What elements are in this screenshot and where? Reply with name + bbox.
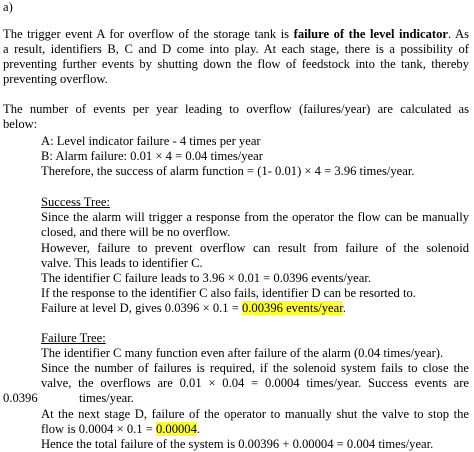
success-line-4: valve. This leads to identifier C. [41,256,203,270]
success-line-2: closed, and there will be no overflow. [41,225,231,239]
failure-line-3: valve, the overflows are 0.01 × 0.04 = 0.0004 times/year. Success events are [41,376,469,390]
failure-line-4-right: times/year. [79,391,134,405]
intro-line-1: The trigger event A for overflow of the storage tank is failure of the level indicator. As [3,27,469,41]
failure-line-5: At the next stage D, failure of the operator to manually shut the valve to stop the [41,407,469,421]
success-tree-heading: Success Tree: [41,195,110,209]
failure-line-4-left: 0.0396 [3,391,38,405]
success-line-1: Since the alarm will trigger a response from the operator the flow can be manually [41,210,469,224]
failure-line-7: Hence the total failure of the system is 0.00396 + 0.00004 = 0.004 times/year. [41,437,434,451]
success-line-6: If the response to the identifier C also fails, identifier D can be resorted to. [41,286,416,300]
intro-line-4: preventing overflow. [3,72,108,86]
calc-line-b: B: Alarm failure: 0.01 × 4 = 0.04 times/year [41,149,263,163]
success-line-5: The identifier C failure leads to 3.96 × 0.01 = 0.0396 events/year. [41,271,372,285]
failure-tree-heading: Failure Tree: [41,331,106,345]
calc-intro-line-2: below: [3,117,38,131]
success-line-7: Failure at level D, gives 0.0396 × 0.1 = 0.00396 events/year. [41,301,346,315]
failure-line-2: Since the number of failures is required, if the solenoid system fails to close the [41,361,469,375]
highlighted-result: 0.00004 [155,422,197,436]
highlighted-result: 0.00396 events/year [241,301,343,315]
failure-line-1: The identifier C many function even after failure of the alarm (0.04 times/year). [41,346,444,360]
intro-line-3: preventing further events by shutting down the flow of feedstock into the tank, thereby [3,57,469,71]
intro-line-2: a result, identifiers B, C and D come into play. At each stage, there is a possibility of [3,42,469,56]
intro-bold-phrase: failure of the level indicator [293,27,448,41]
calc-line-a: A: Level indicator failure - 4 times per year [41,134,261,148]
calc-line-c: Therefore, the success of alarm function = (1- 0.01) × 4 = 3.96 times/year. [41,164,415,178]
success-line-3: However, failure to prevent overflow can result from failure of the solenoid [41,241,469,255]
calc-intro-line-1: The number of events per year leading to overflow (failures/year) are calculated as [3,102,469,116]
failure-line-6: flow is 0.0004 × 0.1 = 0.00004. [41,422,201,436]
part-label: a) [3,0,13,14]
